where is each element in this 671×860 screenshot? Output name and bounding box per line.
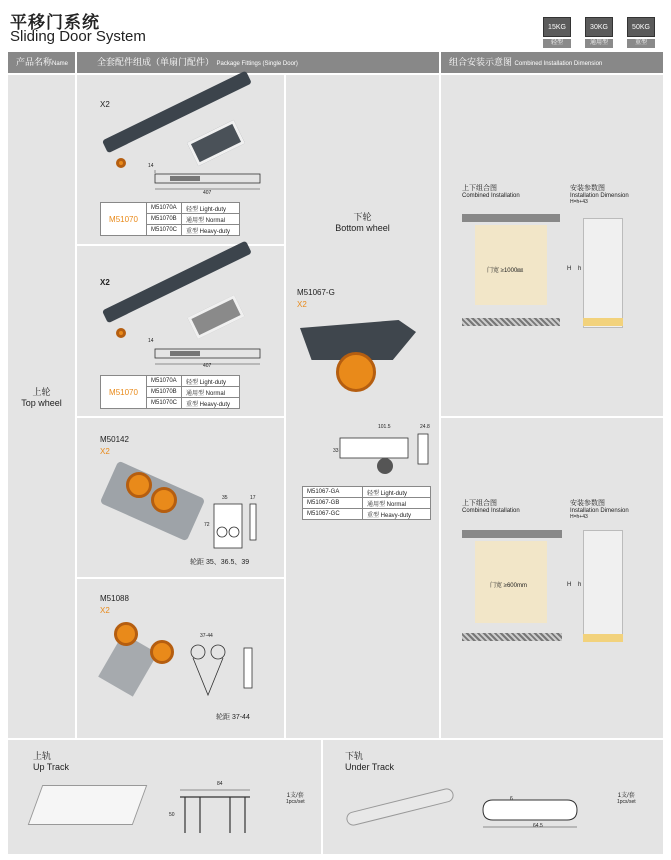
block2-code-0: M51070A (147, 376, 182, 387)
block2-desc-2: 重型 Heavy-duty (182, 398, 240, 409)
up-track-image (28, 785, 148, 825)
block1-code-0: M51070A (147, 203, 182, 214)
block1-dim-a: 14 (148, 163, 154, 169)
badge-heavy (627, 17, 655, 48)
bottom-wheel-model: M51067-G (297, 288, 335, 297)
block2-desc-0: 轻型 Light-duty (182, 376, 240, 387)
block2-desc-1: 通用型 Normal (182, 387, 240, 398)
block2-model: M51070 (101, 376, 147, 409)
top-wheel-cn: 上轮 (32, 387, 51, 397)
block1-code-2: M51070C (147, 225, 182, 236)
block4-spacing: 轮距 37-44 (216, 714, 250, 721)
block1-qty: X2 (100, 100, 110, 109)
block1-code-1: M51070B (147, 214, 182, 225)
under-track-label (345, 749, 394, 772)
up-track-qty-en: 1pcs/set (286, 799, 305, 805)
install2-floor (462, 633, 562, 641)
under-track-drawing (475, 795, 585, 830)
bottom-wheel-code-0: M51067-GA (303, 487, 363, 498)
top-wheel-label (8, 385, 75, 408)
install2-left-cn: 上下组合图 (462, 500, 497, 507)
badge-light (543, 17, 571, 48)
badge-normal (585, 17, 613, 48)
install2-formula: H=h+43 (570, 514, 588, 520)
up-track-dim-w: 84 (217, 781, 223, 787)
bottom-wheel-column (286, 75, 439, 738)
install2-floor-strip (583, 634, 623, 642)
block3-dim-w: 35 (222, 495, 228, 501)
header-name-cn: 产品名称 (16, 57, 53, 67)
install2-H: H (567, 582, 572, 588)
install1-right-en: Installation Dimension (570, 193, 629, 199)
install1-door-width: 门宽 ≥1000㎜ (487, 268, 524, 274)
header-fittings-en: Package Fittings (Single Door) (216, 61, 298, 67)
install1-dimension-image (583, 218, 623, 328)
install1-floor-strip (583, 318, 623, 326)
block3-dimension-drawing (212, 498, 262, 550)
install1-left-label (462, 183, 520, 199)
badge-normal-label: 通用型 (585, 39, 613, 48)
bottom-wheel-dim-c: 33 (333, 448, 339, 454)
wheel-image (116, 158, 126, 168)
install1-right-cn: 安装参数图 (570, 185, 605, 192)
install2-dimension-image (583, 530, 623, 642)
bottom-wheel-cn: 下轮 (353, 212, 372, 222)
install2-h: h (578, 582, 582, 588)
page-title-en: Sliding Door System (10, 28, 146, 45)
install1-formula: H=h+43 (570, 199, 588, 205)
up-track-en: Up Track (33, 762, 70, 772)
divider (77, 244, 284, 246)
block1-model: M51070 (101, 203, 147, 236)
under-track-cn: 下轨 (345, 751, 364, 761)
block2-dim-b: 407 (203, 363, 212, 369)
install1-top-track (462, 214, 560, 222)
up-track-dim-h: 50 (169, 812, 175, 818)
block3-spacing: 轮距 35、36.5、39 (190, 559, 250, 566)
bottom-wheel-image (336, 352, 376, 392)
under-track-qty-cn: 1支/套 (617, 793, 635, 799)
install1-h: h (578, 266, 582, 272)
block2-spec-table (100, 375, 240, 409)
block1-dim-b: 407 (203, 190, 212, 196)
divider (77, 577, 284, 579)
wheel-image (114, 622, 138, 646)
block4-dimension-drawing (188, 640, 263, 702)
wheel-image (150, 640, 174, 664)
install2-right-label (570, 498, 629, 520)
block3-dim-h: 72 (204, 522, 210, 528)
page-title-cn: 平移门系统 (10, 13, 100, 32)
block2-dim-a: 14 (148, 338, 154, 344)
wheel-image (126, 472, 152, 498)
install1-left-cn: 上下组合图 (462, 185, 497, 192)
block2-code-1: M51070B (147, 387, 182, 398)
divider (441, 416, 663, 418)
bottom-wheel-qty: X2 (297, 300, 307, 309)
block1-spec-table (100, 202, 240, 236)
divider (77, 416, 284, 418)
bottom-wheel-desc-0: 轻型 Light-duty (363, 487, 431, 498)
block3-dim-t: 17 (250, 495, 256, 501)
wheel-image (151, 487, 177, 513)
header-name-en: Name (52, 61, 69, 67)
bottom-wheel-dim-b: 24.8 (420, 424, 430, 430)
install1-H: H (567, 266, 572, 272)
under-track-qty (617, 790, 636, 805)
install2-left-label (462, 498, 520, 514)
bottom-wheel-code-2: M51067-GC (303, 509, 363, 520)
under-track-en: Under Track (345, 762, 395, 772)
under-track-qty-en: 1pcs/set (617, 799, 636, 805)
under-track-dim-h: 6 (510, 796, 513, 802)
install2-left-en: Combined Installation (462, 508, 520, 514)
bottom-wheel-code-1: M51067-GB (303, 498, 363, 509)
block4-model: M51088 (100, 594, 129, 603)
block1-desc-1: 通用型 Normal (182, 214, 240, 225)
badge-normal-value: 30KG (585, 17, 613, 37)
badge-heavy-value: 50KG (627, 17, 655, 37)
install2-top-track (462, 530, 562, 538)
block4-dim-w: 37-44 (200, 633, 213, 639)
bottom-wheel-en: Bottom wheel (335, 223, 390, 233)
up-track-qty (286, 790, 305, 805)
bottom-wheel-spec-table (302, 486, 431, 520)
block3-qty: X2 (100, 447, 110, 456)
up-track-label (33, 749, 69, 772)
block1-dimension-drawing (145, 165, 265, 193)
top-wheel-en: Top wheel (21, 398, 62, 408)
block4-qty: X2 (100, 606, 110, 615)
install1-floor (462, 318, 560, 326)
header-fittings (77, 52, 439, 73)
up-track-cn: 上轨 (33, 751, 52, 761)
install2-door-width: 门宽 ≥600mm (490, 583, 527, 589)
header-install-cn: 组合安装示意图 (449, 57, 513, 67)
badge-light-label: 轻型 (543, 39, 571, 48)
install1-right-label (570, 183, 629, 205)
under-track-dim-w: 64.5 (533, 823, 543, 829)
bottom-wheel-dim-a: 101.5 (378, 424, 391, 430)
bottom-wheel-desc-2: 重型 Heavy-duty (363, 509, 431, 520)
bottom-wheel-desc-1: 通用型 Normal (363, 498, 431, 509)
install1-left-en: Combined Installation (462, 193, 520, 199)
block1-desc-2: 重型 Heavy-duty (182, 225, 240, 236)
up-track-drawing (175, 785, 260, 840)
header-name (8, 52, 75, 73)
block2-qty: X2 (100, 278, 110, 287)
badge-light-value: 15KG (543, 17, 571, 37)
install2-right-en: Installation Dimension (570, 508, 629, 514)
header-fittings-cn: 全套配件组成（单扇门配件） (97, 57, 215, 67)
block2-code-2: M51070C (147, 398, 182, 409)
badge-heavy-label: 重型 (627, 39, 655, 48)
header-install (441, 52, 663, 73)
wheel-image (116, 328, 126, 338)
header-install-en: Combined Installation Dimension (514, 61, 603, 67)
bottom-wheel-label (286, 210, 439, 233)
block3-model: M50142 (100, 435, 129, 444)
install2-right-cn: 安装参数图 (570, 500, 605, 507)
block1-desc-0: 轻型 Light-duty (182, 203, 240, 214)
up-track-qty-cn: 1支/套 (286, 793, 304, 799)
bottom-wheel-dimension-drawing (330, 428, 435, 478)
